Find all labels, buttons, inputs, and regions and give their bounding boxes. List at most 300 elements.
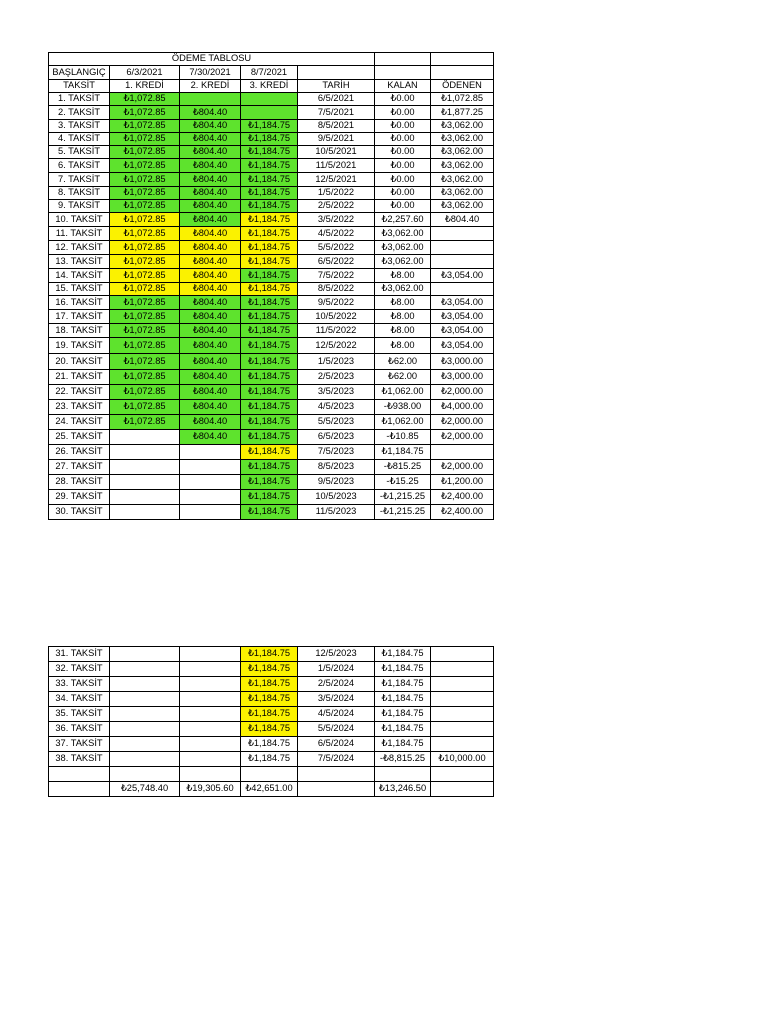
kredi-1-cell[interactable]: ₺1,072.85 — [110, 255, 180, 269]
kredi-3-cell[interactable] — [241, 106, 298, 120]
kredi-3-cell[interactable]: ₺1,184.75 — [241, 400, 298, 415]
kredi-3-cell[interactable]: ₺1,184.75 — [241, 173, 298, 187]
odenen-cell[interactable]: ₺3,062.00 — [431, 146, 494, 159]
taksit-cell[interactable]: 33. TAKSİT — [49, 677, 110, 692]
kredi-3-cell[interactable]: ₺1,184.75 — [241, 146, 298, 159]
taksit-cell[interactable]: 28. TAKSİT — [49, 475, 110, 490]
kredi-1-cell[interactable] — [110, 490, 180, 505]
odenen-cell[interactable] — [431, 241, 494, 255]
tarih-cell[interactable]: 9/5/2023 — [298, 475, 375, 490]
kredi-2-cell[interactable]: ₺804.40 — [180, 133, 241, 146]
kalan-cell[interactable]: ₺0.00 — [375, 187, 431, 200]
tarih-cell[interactable]: 12/5/2021 — [298, 173, 375, 187]
kredi-3-cell[interactable]: ₺1,184.75 — [241, 722, 298, 737]
empty-cell[interactable] — [180, 767, 241, 782]
tarih-cell[interactable]: 1/5/2024 — [298, 662, 375, 677]
kredi-1-cell[interactable] — [110, 505, 180, 520]
taksit-cell[interactable]: 17. TAKSİT — [49, 310, 110, 324]
kredi-1-cell[interactable] — [110, 737, 180, 752]
kredi-3-cell[interactable]: ₺1,184.75 — [241, 677, 298, 692]
empty-cell[interactable] — [298, 767, 375, 782]
kalan-cell[interactable]: ₺3,062.00 — [375, 227, 431, 241]
kredi-2-cell[interactable]: ₺804.40 — [180, 227, 241, 241]
odenen-cell[interactable]: ₺3,054.00 — [431, 324, 494, 338]
tarih-cell[interactable]: 9/5/2021 — [298, 133, 375, 146]
header-tarih[interactable]: TARİH — [298, 80, 375, 93]
tarih-cell[interactable]: 4/5/2023 — [298, 400, 375, 415]
empty-cell[interactable] — [298, 782, 375, 797]
kredi-2-cell[interactable] — [180, 475, 241, 490]
kredi-1-cell[interactable]: ₺1,072.85 — [110, 370, 180, 385]
header-kredi-2[interactable]: 2. KREDİ — [180, 80, 241, 93]
taksit-cell[interactable]: 23. TAKSİT — [49, 400, 110, 415]
kalan-cell[interactable]: ₺3,062.00 — [375, 255, 431, 269]
table-row — [49, 752, 494, 767]
kredi-1-cell[interactable]: ₺1,072.85 — [110, 106, 180, 120]
kredi-1-cell[interactable]: ₺1,072.85 — [110, 400, 180, 415]
odenen-cell[interactable] — [431, 707, 494, 722]
kalan-cell[interactable]: ₺0.00 — [375, 133, 431, 146]
kredi-2-cell[interactable]: ₺804.40 — [180, 296, 241, 310]
kredi-3-cell[interactable]: ₺1,184.75 — [241, 430, 298, 445]
kredi-1-cell[interactable]: ₺1,072.85 — [110, 296, 180, 310]
kredi-2-cell[interactable] — [180, 505, 241, 520]
start-date-2[interactable]: 7/30/2021 — [180, 66, 241, 80]
tarih-cell[interactable]: 8/5/2023 — [298, 460, 375, 475]
kalan-cell[interactable]: ₺8.00 — [375, 324, 431, 338]
kalan-cell[interactable]: ₺1,062.00 — [375, 415, 431, 430]
empty-cell[interactable] — [298, 66, 375, 80]
header-kredi-3[interactable]: 3. KREDİ — [241, 80, 298, 93]
kalan-cell[interactable]: ₺1,062.00 — [375, 385, 431, 400]
odenen-cell[interactable]: ₺3,062.00 — [431, 187, 494, 200]
empty-cell[interactable] — [49, 782, 110, 797]
taksit-cell[interactable]: 1. TAKSİT — [49, 93, 110, 106]
kalan-cell[interactable]: ₺1,184.75 — [375, 707, 431, 722]
kredi-1-cell[interactable] — [110, 677, 180, 692]
kalan-cell[interactable]: ₺0.00 — [375, 159, 431, 173]
table-row — [49, 370, 494, 385]
odenen-cell[interactable]: ₺3,062.00 — [431, 159, 494, 173]
kredi-1-cell[interactable] — [110, 752, 180, 767]
tarih-cell[interactable]: 8/5/2021 — [298, 120, 375, 133]
taksit-cell[interactable]: 30. TAKSİT — [49, 505, 110, 520]
tarih-cell[interactable]: 6/5/2021 — [298, 93, 375, 106]
kredi-2-cell[interactable]: ₺804.40 — [180, 400, 241, 415]
taksit-cell[interactable]: 13. TAKSİT — [49, 255, 110, 269]
total-kredi-1[interactable]: ₺25,748.40 — [110, 782, 180, 797]
kredi-1-cell[interactable]: ₺1,072.85 — [110, 146, 180, 159]
kalan-cell[interactable]: ₺0.00 — [375, 146, 431, 159]
kredi-1-cell[interactable] — [110, 430, 180, 445]
taksit-cell[interactable]: 9. TAKSİT — [49, 200, 110, 213]
kredi-1-cell[interactable] — [110, 445, 180, 460]
odenen-cell[interactable]: ₺3,062.00 — [431, 133, 494, 146]
taksit-cell[interactable]: 3. TAKSİT — [49, 120, 110, 133]
kalan-cell[interactable]: ₺1,184.75 — [375, 662, 431, 677]
kredi-2-cell[interactable]: ₺804.40 — [180, 415, 241, 430]
kalan-cell[interactable]: ₺1,184.75 — [375, 722, 431, 737]
kredi-2-cell[interactable] — [180, 752, 241, 767]
kredi-3-cell[interactable]: ₺1,184.75 — [241, 227, 298, 241]
kredi-1-cell[interactable]: ₺1,072.85 — [110, 354, 180, 370]
taksit-cell[interactable]: 32. TAKSİT — [49, 662, 110, 677]
odenen-cell[interactable] — [431, 445, 494, 460]
odenen-cell[interactable] — [431, 662, 494, 677]
kredi-3-cell[interactable]: ₺1,184.75 — [241, 310, 298, 324]
odenen-cell[interactable]: ₺1,072.85 — [431, 93, 494, 106]
tarih-cell[interactable]: 10/5/2021 — [298, 146, 375, 159]
kalan-cell[interactable]: ₺62.00 — [375, 354, 431, 370]
odenen-cell[interactable] — [431, 722, 494, 737]
kredi-3-cell[interactable]: ₺1,184.75 — [241, 737, 298, 752]
kredi-3-cell[interactable]: ₺1,184.75 — [241, 752, 298, 767]
kredi-3-cell[interactable]: ₺1,184.75 — [241, 707, 298, 722]
kredi-3-cell[interactable]: ₺1,184.75 — [241, 324, 298, 338]
tarih-cell[interactable]: 4/5/2022 — [298, 227, 375, 241]
odenen-cell[interactable]: ₺3,062.00 — [431, 200, 494, 213]
tarih-cell[interactable]: 10/5/2022 — [298, 310, 375, 324]
empty-cell[interactable] — [110, 767, 180, 782]
kredi-1-cell[interactable]: ₺1,072.85 — [110, 120, 180, 133]
kredi-2-cell[interactable] — [180, 460, 241, 475]
kredi-3-cell[interactable]: ₺1,184.75 — [241, 505, 298, 520]
odenen-cell[interactable] — [431, 677, 494, 692]
kredi-1-cell[interactable]: ₺1,072.85 — [110, 173, 180, 187]
kredi-1-cell[interactable] — [110, 692, 180, 707]
odenen-cell[interactable] — [431, 283, 494, 296]
kredi-3-cell[interactable]: ₺1,184.75 — [241, 120, 298, 133]
taksit-cell[interactable]: 4. TAKSİT — [49, 133, 110, 146]
taksit-cell[interactable]: 29. TAKSİT — [49, 490, 110, 505]
kredi-1-cell[interactable]: ₺1,072.85 — [110, 283, 180, 296]
kredi-3-cell[interactable]: ₺1,184.75 — [241, 370, 298, 385]
kredi-1-cell[interactable]: ₺1,072.85 — [110, 385, 180, 400]
kredi-1-cell[interactable] — [110, 722, 180, 737]
odenen-cell[interactable] — [431, 647, 494, 662]
kredi-2-cell[interactable]: ₺804.40 — [180, 385, 241, 400]
kredi-2-cell[interactable]: ₺804.40 — [180, 283, 241, 296]
empty-cell[interactable] — [431, 66, 494, 80]
tarih-cell[interactable]: 2/5/2023 — [298, 370, 375, 385]
tarih-cell[interactable]: 3/5/2023 — [298, 385, 375, 400]
tarih-cell[interactable]: 1/5/2022 — [298, 187, 375, 200]
taksit-cell[interactable]: 19. TAKSİT — [49, 338, 110, 354]
kalan-cell[interactable]: -₺938.00 — [375, 400, 431, 415]
kredi-2-cell[interactable]: ₺804.40 — [180, 354, 241, 370]
kredi-2-cell[interactable]: ₺804.40 — [180, 120, 241, 133]
kredi-3-cell[interactable]: ₺1,184.75 — [241, 187, 298, 200]
kredi-3-cell[interactable]: ₺1,184.75 — [241, 133, 298, 146]
taksit-cell[interactable]: 37. TAKSİT — [49, 737, 110, 752]
tarih-cell[interactable]: 4/5/2024 — [298, 707, 375, 722]
taksit-cell[interactable]: 21. TAKSİT — [49, 370, 110, 385]
empty-cell[interactable] — [375, 767, 431, 782]
empty-cell[interactable] — [375, 53, 431, 66]
tarih-cell[interactable]: 3/5/2022 — [298, 213, 375, 227]
kredi-2-cell[interactable]: ₺804.40 — [180, 241, 241, 255]
tarih-cell[interactable]: 3/5/2024 — [298, 692, 375, 707]
taksit-cell[interactable]: 6. TAKSİT — [49, 159, 110, 173]
total-kalan[interactable]: ₺13,246.50 — [375, 782, 431, 797]
odenen-cell[interactable] — [431, 227, 494, 241]
tarih-cell[interactable]: 8/5/2022 — [298, 283, 375, 296]
taksit-cell[interactable]: 22. TAKSİT — [49, 385, 110, 400]
kredi-2-cell[interactable] — [180, 445, 241, 460]
taksit-cell[interactable]: 36. TAKSİT — [49, 722, 110, 737]
kredi-2-cell[interactable]: ₺804.40 — [180, 173, 241, 187]
kredi-3-cell[interactable]: ₺1,184.75 — [241, 296, 298, 310]
kalan-cell[interactable]: ₺0.00 — [375, 93, 431, 106]
odenen-cell[interactable]: ₺3,054.00 — [431, 296, 494, 310]
kredi-3-cell[interactable]: ₺1,184.75 — [241, 692, 298, 707]
tarih-cell[interactable]: 7/5/2022 — [298, 269, 375, 283]
taksit-cell[interactable]: 8. TAKSİT — [49, 187, 110, 200]
kalan-cell[interactable]: -₺815.25 — [375, 460, 431, 475]
kalan-cell[interactable]: ₺3,062.00 — [375, 283, 431, 296]
taksit-cell[interactable]: 38. TAKSİT — [49, 752, 110, 767]
kredi-2-cell[interactable]: ₺804.40 — [180, 430, 241, 445]
taksit-cell[interactable]: 2. TAKSİT — [49, 106, 110, 120]
kalan-cell[interactable]: ₺62.00 — [375, 370, 431, 385]
kredi-2-cell[interactable]: ₺804.40 — [180, 200, 241, 213]
odenen-cell[interactable]: ₺3,000.00 — [431, 354, 494, 370]
kalan-cell[interactable]: ₺0.00 — [375, 200, 431, 213]
kredi-3-cell[interactable] — [241, 93, 298, 106]
odenen-cell[interactable]: ₺3,054.00 — [431, 269, 494, 283]
tarih-cell[interactable]: 11/5/2021 — [298, 159, 375, 173]
tarih-cell[interactable]: 9/5/2022 — [298, 296, 375, 310]
kredi-2-cell[interactable]: ₺804.40 — [180, 255, 241, 269]
kredi-2-cell[interactable] — [180, 722, 241, 737]
kredi-1-cell[interactable] — [110, 475, 180, 490]
tarih-cell[interactable]: 5/5/2024 — [298, 722, 375, 737]
tarih-cell[interactable]: 7/5/2024 — [298, 752, 375, 767]
kalan-cell[interactable]: ₺2,257.60 — [375, 213, 431, 227]
odenen-cell[interactable]: ₺3,054.00 — [431, 310, 494, 324]
kredi-2-cell[interactable]: ₺804.40 — [180, 187, 241, 200]
kredi-3-cell[interactable]: ₺1,184.75 — [241, 255, 298, 269]
kredi-2-cell[interactable] — [180, 677, 241, 692]
kredi-3-cell[interactable]: ₺1,184.75 — [241, 647, 298, 662]
kredi-3-cell[interactable]: ₺1,184.75 — [241, 385, 298, 400]
kredi-2-cell[interactable] — [180, 647, 241, 662]
tarih-cell[interactable]: 2/5/2022 — [298, 200, 375, 213]
kredi-2-cell[interactable] — [180, 707, 241, 722]
tarih-cell[interactable]: 10/5/2023 — [298, 490, 375, 505]
kredi-1-cell[interactable]: ₺1,072.85 — [110, 213, 180, 227]
kredi-2-cell[interactable]: ₺804.40 — [180, 146, 241, 159]
odenen-cell[interactable] — [431, 255, 494, 269]
taksit-cell[interactable]: 16. TAKSİT — [49, 296, 110, 310]
kredi-3-cell[interactable]: ₺1,184.75 — [241, 283, 298, 296]
kalan-cell[interactable]: -₺8,815.25 — [375, 752, 431, 767]
taksit-cell[interactable]: 27. TAKSİT — [49, 460, 110, 475]
kredi-2-cell[interactable]: ₺804.40 — [180, 159, 241, 173]
kalan-cell[interactable]: ₺1,184.75 — [375, 677, 431, 692]
odenen-cell[interactable]: ₺2,000.00 — [431, 460, 494, 475]
kredi-2-cell[interactable] — [180, 662, 241, 677]
kalan-cell[interactable]: ₺0.00 — [375, 120, 431, 133]
odenen-cell[interactable]: ₺1,877.25 — [431, 106, 494, 120]
kredi-3-cell[interactable]: ₺1,184.75 — [241, 475, 298, 490]
odenen-cell[interactable] — [431, 692, 494, 707]
kalan-cell[interactable]: ₺8.00 — [375, 338, 431, 354]
kredi-2-cell[interactable] — [180, 93, 241, 106]
kredi-1-cell[interactable]: ₺1,072.85 — [110, 93, 180, 106]
taksit-cell[interactable]: 10. TAKSİT — [49, 213, 110, 227]
kalan-cell[interactable]: ₺3,062.00 — [375, 241, 431, 255]
start-date-1[interactable]: 6/3/2021 — [110, 66, 180, 80]
start-date-3[interactable]: 8/7/2021 — [241, 66, 298, 80]
kredi-1-cell[interactable]: ₺1,072.85 — [110, 415, 180, 430]
start-label[interactable]: BAŞLANGIÇ — [49, 66, 110, 80]
tarih-cell[interactable]: 11/5/2023 — [298, 505, 375, 520]
taksit-cell[interactable]: 35. TAKSİT — [49, 707, 110, 722]
taksit-cell[interactable]: 15. TAKSİT — [49, 283, 110, 296]
kredi-3-cell[interactable]: ₺1,184.75 — [241, 213, 298, 227]
odenen-cell[interactable]: ₺10,000.00 — [431, 752, 494, 767]
empty-cell[interactable] — [431, 782, 494, 797]
kalan-cell[interactable]: ₺0.00 — [375, 173, 431, 187]
tarih-cell[interactable]: 6/5/2024 — [298, 737, 375, 752]
kredi-3-cell[interactable]: ₺1,184.75 — [241, 445, 298, 460]
kredi-1-cell[interactable]: ₺1,072.85 — [110, 324, 180, 338]
taksit-cell[interactable]: 5. TAKSİT — [49, 146, 110, 159]
kredi-1-cell[interactable]: ₺1,072.85 — [110, 159, 180, 173]
odenen-cell[interactable]: ₺4,000.00 — [431, 400, 494, 415]
kredi-1-cell[interactable]: ₺1,072.85 — [110, 241, 180, 255]
kalan-cell[interactable]: ₺1,184.75 — [375, 692, 431, 707]
kredi-1-cell[interactable]: ₺1,072.85 — [110, 133, 180, 146]
taksit-cell[interactable]: 11. TAKSİT — [49, 227, 110, 241]
kredi-3-cell[interactable]: ₺1,184.75 — [241, 415, 298, 430]
odenen-cell[interactable]: ₺2,400.00 — [431, 505, 494, 520]
tarih-cell[interactable]: 12/5/2022 — [298, 338, 375, 354]
header-kredi-1[interactable]: 1. KREDİ — [110, 80, 180, 93]
taksit-cell[interactable]: 12. TAKSİT — [49, 241, 110, 255]
kredi-1-cell[interactable] — [110, 662, 180, 677]
header-taksit[interactable]: TAKSİT — [49, 80, 110, 93]
empty-cell[interactable] — [431, 53, 494, 66]
total-kredi-2[interactable]: ₺19,305.60 — [180, 782, 241, 797]
taksit-cell[interactable]: 18. TAKSİT — [49, 324, 110, 338]
kredi-1-cell[interactable]: ₺1,072.85 — [110, 187, 180, 200]
odenen-cell[interactable] — [431, 737, 494, 752]
kalan-cell[interactable]: ₺0.00 — [375, 106, 431, 120]
kredi-3-cell[interactable]: ₺1,184.75 — [241, 338, 298, 354]
taksit-cell[interactable]: 25. TAKSİT — [49, 430, 110, 445]
kredi-2-cell[interactable] — [180, 692, 241, 707]
kalan-cell[interactable]: ₺1,184.75 — [375, 737, 431, 752]
kalan-cell[interactable]: ₺1,184.75 — [375, 445, 431, 460]
taksit-cell[interactable]: 26. TAKSİT — [49, 445, 110, 460]
kredi-3-cell[interactable]: ₺1,184.75 — [241, 269, 298, 283]
odenen-cell[interactable]: ₺3,054.00 — [431, 338, 494, 354]
kredi-3-cell[interactable]: ₺1,184.75 — [241, 662, 298, 677]
kredi-1-cell[interactable] — [110, 460, 180, 475]
kalan-cell[interactable]: ₺8.00 — [375, 310, 431, 324]
kredi-2-cell[interactable]: ₺804.40 — [180, 338, 241, 354]
kredi-1-cell[interactable]: ₺1,072.85 — [110, 269, 180, 283]
tarih-cell[interactable]: 5/5/2023 — [298, 415, 375, 430]
empty-cell[interactable] — [241, 767, 298, 782]
odenen-cell[interactable]: ₺3,062.00 — [431, 173, 494, 187]
taksit-cell[interactable]: 14. TAKSİT — [49, 269, 110, 283]
kredi-2-cell[interactable]: ₺804.40 — [180, 213, 241, 227]
odenen-cell[interactable]: ₺2,000.00 — [431, 385, 494, 400]
odenen-cell[interactable]: ₺3,062.00 — [431, 120, 494, 133]
odenen-cell[interactable]: ₺2,000.00 — [431, 415, 494, 430]
tarih-cell[interactable]: 12/5/2023 — [298, 647, 375, 662]
kalan-cell[interactable]: ₺1,184.75 — [375, 647, 431, 662]
kredi-3-cell[interactable]: ₺1,184.75 — [241, 200, 298, 213]
odenen-cell[interactable]: ₺804.40 — [431, 213, 494, 227]
kredi-1-cell[interactable] — [110, 707, 180, 722]
header-odenen[interactable]: ÖDENEN — [431, 80, 494, 93]
taksit-cell[interactable]: 24. TAKSİT — [49, 415, 110, 430]
kalan-cell[interactable]: ₺8.00 — [375, 296, 431, 310]
kredi-3-cell[interactable]: ₺1,184.75 — [241, 159, 298, 173]
kalan-cell[interactable]: -₺1,215.25 — [375, 505, 431, 520]
kredi-2-cell[interactable] — [180, 737, 241, 752]
kredi-1-cell[interactable]: ₺1,072.85 — [110, 310, 180, 324]
kredi-2-cell[interactable]: ₺804.40 — [180, 324, 241, 338]
kredi-1-cell[interactable]: ₺1,072.85 — [110, 227, 180, 241]
odenen-cell[interactable]: ₺2,000.00 — [431, 430, 494, 445]
kredi-2-cell[interactable]: ₺804.40 — [180, 269, 241, 283]
empty-cell[interactable] — [49, 767, 110, 782]
kalan-cell[interactable]: -₺10.85 — [375, 430, 431, 445]
kalan-cell[interactable]: -₺1,215.25 — [375, 490, 431, 505]
kalan-cell[interactable]: -₺15.25 — [375, 475, 431, 490]
tarih-cell[interactable]: 7/5/2023 — [298, 445, 375, 460]
kredi-3-cell[interactable]: ₺1,184.75 — [241, 354, 298, 370]
kredi-1-cell[interactable]: ₺1,072.85 — [110, 200, 180, 213]
empty-cell[interactable] — [375, 66, 431, 80]
taksit-cell[interactable]: 31. TAKSİT — [49, 647, 110, 662]
taksit-cell[interactable]: 7. TAKSİT — [49, 173, 110, 187]
tarih-cell[interactable]: 2/5/2024 — [298, 677, 375, 692]
odenen-cell[interactable]: ₺3,000.00 — [431, 370, 494, 385]
kredi-2-cell[interactable]: ₺804.40 — [180, 370, 241, 385]
header-kalan[interactable]: KALAN — [375, 80, 431, 93]
taksit-cell[interactable]: 20. TAKSİT — [49, 354, 110, 370]
kredi-3-cell[interactable]: ₺1,184.75 — [241, 460, 298, 475]
kredi-1-cell[interactable]: ₺1,072.85 — [110, 338, 180, 354]
kredi-1-cell[interactable] — [110, 647, 180, 662]
table-title[interactable]: ÖDEME TABLOSU — [49, 53, 375, 66]
taksit-cell[interactable]: 34. TAKSİT — [49, 692, 110, 707]
tarih-cell[interactable]: 1/5/2023 — [298, 354, 375, 370]
kredi-2-cell[interactable] — [180, 490, 241, 505]
odenen-cell[interactable]: ₺2,400.00 — [431, 490, 494, 505]
empty-cell[interactable] — [431, 767, 494, 782]
kredi-2-cell[interactable]: ₺804.40 — [180, 310, 241, 324]
kredi-3-cell[interactable]: ₺1,184.75 — [241, 490, 298, 505]
tarih-cell[interactable]: 11/5/2022 — [298, 324, 375, 338]
odenen-cell[interactable]: ₺1,200.00 — [431, 475, 494, 490]
kredi-3-cell[interactable]: ₺1,184.75 — [241, 241, 298, 255]
kredi-2-cell[interactable]: ₺804.40 — [180, 106, 241, 120]
tarih-cell[interactable]: 6/5/2022 — [298, 255, 375, 269]
kalan-cell[interactable]: ₺8.00 — [375, 269, 431, 283]
tarih-cell[interactable]: 7/5/2021 — [298, 106, 375, 120]
table-row — [49, 159, 494, 173]
tarih-cell[interactable]: 5/5/2022 — [298, 241, 375, 255]
tarih-cell[interactable]: 6/5/2023 — [298, 430, 375, 445]
total-kredi-3[interactable]: ₺42,651.00 — [241, 782, 298, 797]
